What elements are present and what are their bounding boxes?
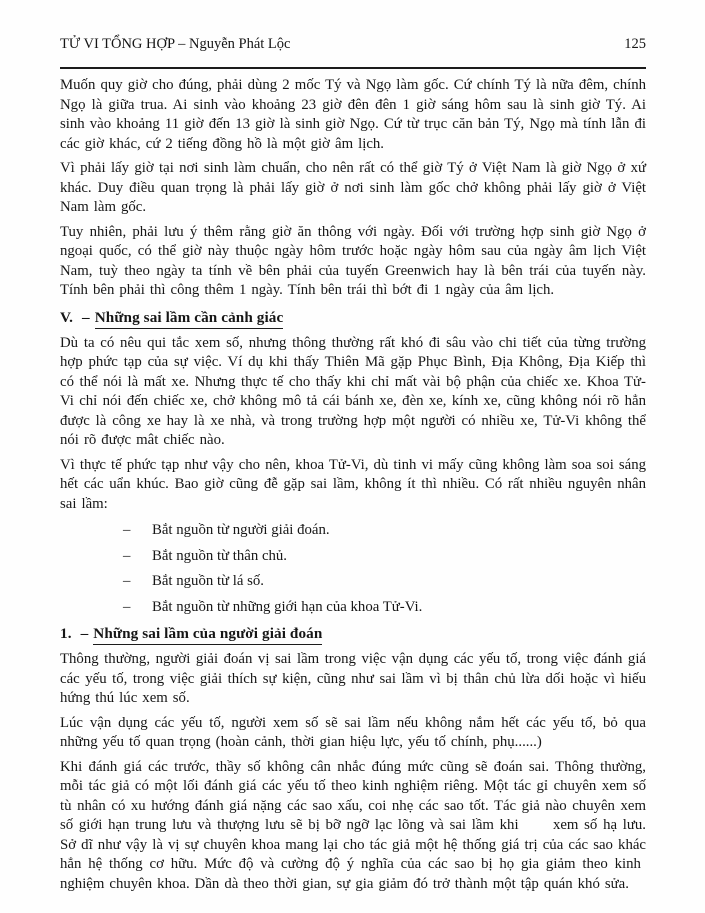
header-divider [60,67,646,69]
section-1-dash: – [80,625,89,642]
page-header [60,35,646,54]
section-1-title: Những sai lầm của người giải đoán [93,625,322,645]
header-page-number: 125 [624,36,646,52]
section-1-number: 1. [60,625,72,642]
list-item-dash: – [123,598,131,615]
list-item-label: Bắt nguồn từ lá số. [152,573,265,589]
list-item-label: Bắt nguồn từ những giới hạn của khoa Tử-Vi. [152,598,423,615]
list-item [123,547,646,567]
section-v-number: V. [60,308,74,326]
list-item [123,598,646,618]
section-v-title: Những sai lầm cần cảnh giác [95,309,284,329]
list-item [123,521,646,541]
list-item-label: Bắt nguồn từ thân chủ. [152,547,288,564]
paragraph-gio-noi-sinh: Vì phải lấy giờ tại nơi sinh làm chuẩn, cho nên rất có thể giờ Tý ở Việt Nam là giờ Ngọ ở xứ khác. Duy điều quan trọng là phải lấy giờ ở nơi sinh làm gốc chở không phải lấy giờ ở Việt Nam làm gốc. [60,160,646,215]
paragraph-vi-du-mat-xe: Dù ta có nêu qui tắc xem số, nhưng thông thường rất khó đi sâu vào chi tiết của từng trường hợp phức tạp của sự việc. Ví dụ khi thấy Thiên Mã gặp Phục Bình, Địa Không, Địa Kiếp thì có thể nói là mất xe. Nhưng thực tế cho thấy khi chỉ mất vài bộ phận của chiếc xe. Khoa Tử-Vi chỉ nói đến chiếc xe, chở không mô tả cái bánh xe, đèn xe, kính xe, cũng không nói rõ hẳn được là công xe hay là xe nhà, và trong trường hợp một người có nhiều xe, Tử-Vi không thể nói rõ được mât chiếc nào. [60,334,646,448]
paragraph-greenwich: Tuy nhiên, phải lưu ý thêm rằng giờ ăn thông với ngày. Đối với trường hợp sinh giờ Ngọ ở ngoại quốc, có thể giờ này thuộc ngày hôm trước hoặc ngày hôm sau của ngày âm lịch Việt Nam, tuỳ theo ngày ta tính về bên phải của tuyến Greenwich hay là bên trái của tuyến này. Tính bên phải thì công thêm 1 ngày. Tính bên trái thì bớt đi 1 ngày của âm lịch. [60,223,646,298]
list-item-dash: – [123,522,131,538]
list-item [123,572,646,592]
paragraph-sai-lam-van-dung: Thông thường, người giải đoán vị sai lầm trong việc vận dụng các yếu tố, trong việc đánh giá các yếu tố, trong việc giải thích sự kiện, cũng như sai lầm vì bị thân chủ lừa dối hoặc vì hiếu hứng thú lúc xem số. [60,651,646,706]
paragraph-danh-gia-kinh-nghiem: Khi đánh giá các trước, thầy số không cân nhắc đúng mức cũng sẽ đoán sai. Thông thường, mỗi tác giả có một lối đánh giá các yếu tố theo kinh nghiệm riêng. Một tác gỉ chuyên xem số tù nhân có xu hướng đánh giá nặng các sao xấu, coi nhẹ các sao tốt. Tác giả nào chuyên xem số giới hạn trung lưu và thượng lưu sẽ bị bỡ ngỡ lạc lõng và sai lầm khi xem số hạ lưu. Sở dĩ như vậy là vị sự chuyên khoa mang lại cho tác giả một hệ thống giá trị của các sao khác hẳn hệ thống cơ hữu. Mức độ và cường độ ý nghĩa của các sao bị họ gia giảm theo kinh nghiệm chuyên khoa. Dần dà theo thời gian, sự gia giảm đó trở thành một tập quán khó sửa. [60,758,646,892]
section-heading-1 [60,625,646,645]
list-item-dash: – [123,547,131,564]
paragraph-quy-gio: Muốn quy giờ cho đúng, phải dùng 2 mốc Tý và Ngọ làm gốc. Cứ chính Tý là nữa đêm, chính Ngọ là giữa trua. Ai sinh vào khoảng 23 giờ đên đên 1 giờ sáng hôm sau là sinh giờ Tý. Ai sinh vào khoảng 11 giờ đến 13 giờ là sinh giờ Ngọ. Cứ từ trục căn bản Tý, Ngọ mà tính lẫn đi các giờ khác, cứ 2 tiếng đồng hồ là một giờ âm lịch. [60,77,646,152]
section-heading-v [60,309,646,329]
header-book-title: TỬ VI TỔNG HỢP – Nguyễn Phát Lộc [60,36,291,52]
paragraph-nguyen-nhan-sai-lam: Vì thực tế phức tạp như vậy cho nên, khoa Tử-Vi, dù tinh vi mấy cũng không làm soa soi sáng hết các uẩn khúc. Bao giờ cũng đễ gặp sai lầm, không ít thì nhiều. Có rất nhiều nguyên nhân sai lầm: [60,456,646,512]
paragraph-yeu-to-quan-trong: Lúc vận dụng các yếu tố, người xem số sẽ sai lầm nếu không nắm hết các yếu tố, bỏ qua những yếu tố quan trọng (hoàn cảnh, thời gian hiệu lực, yếu tố chính, phụ......) [60,714,646,750]
error-sources-list [60,521,646,617]
list-item-dash: – [123,573,131,589]
list-item-label: Bắt nguồn từ người giải đoán. [152,522,330,538]
section-v-dash: – [82,308,90,326]
